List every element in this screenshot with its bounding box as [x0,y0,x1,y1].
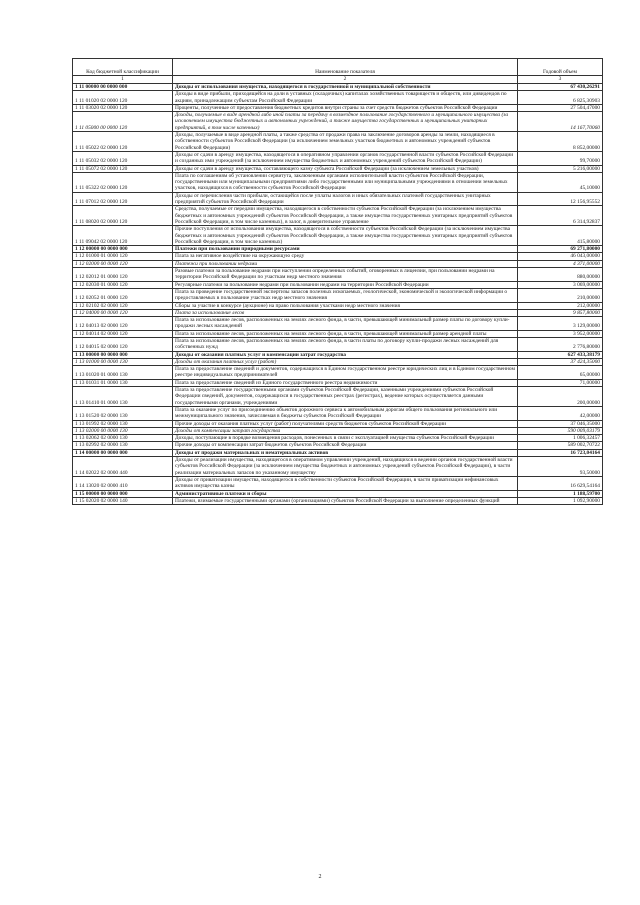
table-row [73,91,603,105]
header-code: Код бюджетной классификации [73,59,173,76]
table-row [73,435,603,442]
table-row [73,260,603,267]
row-name: Доходы, поступающие в порядке возмещения расходов, понесенных в связи с эксплуатацией имущества субъектов Российской Федерации [173,435,518,442]
row-code: 1 13 01020 01 0000 130 [73,366,173,380]
table-row [73,268,603,282]
row-code: 1 13 02000 00 0000 130 [73,427,173,434]
row-code: 1 13 00000 00 0000 000 [73,351,173,358]
row-name: Административные платежи и сборы [173,490,518,497]
document-sheet [72,58,602,505]
table-row [73,449,603,456]
row-name: Доходы от продажи материальных и нематериальных активов [173,449,518,456]
row-code: 1 13 02062 02 0000 130 [73,435,173,442]
header-name: Наименование показателя [173,59,518,76]
table-row [73,192,603,206]
row-code: 1 12 04014 02 0000 120 [73,330,173,337]
row-amount: 16 723,04164 [518,449,603,456]
row-name: Платежи, взимаемые государственными органами (организациями) субъектов Российской Федерации за выполнение определенных функций [173,497,518,504]
row-name: Доходы от перечисления части прибыли, остающейся после уплаты налогов и иных обязательных платежей государственных унитарных предприятий субъектов Российской Федерации [173,192,518,206]
row-amount: 5 216,00000 [518,165,603,172]
row-name: Прочие поступления от использования имущества, находящегося в собственности субъектов Российской Федерации (за исключением имущества бюджетных и автономных учреждений субъектов Российской Федерации, а также имущества государственных унитарных предприятий субъектов Российской Федерации, в том числе казенных) [173,226,518,246]
row-code: 1 13 02992 02 0000 130 [73,442,173,449]
header-row [73,59,603,76]
row-amount: 8 852,00000 [518,132,603,152]
row-amount: 4 371,00000 [518,260,603,267]
header-num-name: 2 [173,76,518,84]
row-amount: 589 002,70722 [518,442,603,449]
table-row [73,104,603,111]
row-name: Разовые платежи за пользование недрами при наступлении определенных событий, оговоренных в лицензии, при пользовании недрами на территории Российской Федерации по участкам недр местного значения [173,268,518,282]
row-code: 1 13 01992 02 0000 130 [73,420,173,427]
row-code: 1 14 00000 00 0000 000 [73,449,173,456]
row-amount: 45,10000 [518,172,603,192]
row-amount: 212,00000 [518,302,603,309]
row-amount: 65,00000 [518,366,603,380]
table-row [73,366,603,380]
row-code: 1 12 02102 02 0000 120 [73,302,173,309]
row-name: Доходы, получаемые в виде арендной либо иной платы за передачу в возмездное пользование государственного и муниципального имущества (за исключением имущества бюджетных и автономных учреждений, а также имущества государственных и муниципальных унитарных предприятий, в том числе казенных) [173,112,518,132]
table-row [73,206,603,226]
row-amount: 46 043,00000 [518,253,603,260]
row-code: 1 15 00000 00 0000 000 [73,490,173,497]
table-row [73,476,603,490]
row-name: Плата за предоставление государственными органами субъектов Российской Федерации, казенными учреждениями субъектов Российской Федерации сведений, документов, содержащихся в государственных реестрах (регистрах), ведение которых осуществляется данными государственными органами, учреждениями [173,387,518,407]
row-name: Доходы от сдачи в аренду имущества, находящегося в оперативном управлении органов государственной власти субъектов Российской Федерации и созданных ими учреждений (за исключением имущества бюджетных и автономных учреждений субъектов Российской Федерации) [173,151,518,165]
row-code: 1 11 00000 00 0000 000 [73,84,173,91]
header-number-row [73,76,603,84]
table-row [73,112,603,132]
row-name: Доходы от компенсации затрат государства [173,427,518,434]
table-row [73,317,603,331]
row-code: 1 15 02020 02 0000 140 [73,497,173,504]
table-row [73,420,603,427]
table-row [73,490,603,497]
row-amount: 6 314,92837 [518,206,603,226]
row-name: Плата за использование лесов, расположенных на землях лесного фонда, в части платы по договору купли-продажи лесных насаждений для собственных нужд [173,337,518,351]
budget-table [72,58,603,505]
row-name: Доходы от оказания платных услуг и компенсации затрат государства [173,351,518,358]
row-code: 1 11 05000 00 0000 120 [73,112,173,132]
row-code: 1 11 05032 02 0000 120 [73,151,173,165]
row-name: Плата за проведение государственной экспертизы запасов полезных ископаемых, геологической, экономической и экологической информации о предоставляемых в пользование участках недр местного значения [173,288,518,302]
table-row [73,226,603,246]
row-code: 1 12 04000 00 0000 120 [73,309,173,316]
table-row [73,84,603,91]
row-amount: 9 857,80000 [518,309,603,316]
table-row [73,281,603,288]
row-amount: 37 046,35000 [518,420,603,427]
row-code: 1 12 04013 02 0000 120 [73,317,173,331]
row-code: 1 13 01520 02 0000 130 [73,406,173,420]
table-row [73,165,603,172]
row-code: 1 11 01020 02 0000 120 [73,91,173,105]
row-code: 1 13 01031 01 0000 130 [73,379,173,386]
row-name: Доходы, получаемые в виде арендной платы, а также средства от продажи права на заключение договоров аренды за земли, находящиеся в собственности субъектов Российской Федерации (за исключением земельных участков бюджетных и автономных учреждений субъектов Российской Федерации) [173,132,518,152]
header-num-amount: 3 [518,76,603,84]
row-amount: 93,50000 [518,457,603,477]
row-code: 1 11 05322 02 0000 120 [73,172,173,192]
row-amount: 69 271,80000 [518,246,603,253]
row-code: 1 11 03020 02 0000 120 [73,104,173,111]
row-name: Проценты, полученные от предоставления бюджетных кредитов внутри страны за счет средств бюджетов субъектов Российской Федерации [173,104,518,111]
row-code: 1 12 01000 01 0000 120 [73,253,173,260]
row-name: Плата за предоставление сведений из Единого государственного реестра недвижимости [173,379,518,386]
row-amount: 210,00000 [518,288,603,302]
row-code: 1 13 01410 01 0000 130 [73,387,173,407]
row-amount: 42,00000 [518,406,603,420]
row-amount: 2 776,80000 [518,337,603,351]
row-name: Регулярные платежи за пользование недрами при пользовании недрами на территории Российской Федерации [173,281,518,288]
row-name: Доходы от оказания платных услуг (работ) [173,358,518,365]
table-row [73,351,603,358]
row-code: 1 13 01000 00 0000 130 [73,358,173,365]
row-code: 1 12 00000 00 0000 000 [73,246,173,253]
row-name: Доходы в виде прибыли, приходящейся на доли в уставных (складочных) капиталах хозяйственных товариществ и обществ, или дивидендов по акциям, принадлежащим субъектам Российской Федерации [173,91,518,105]
row-name: Средства, получаемые от передачи имущества, находящегося в собственности субъектов Российской Федерации (за исключением имущества бюджетных и автономных учреждений субъектов Российской Федерации, а также имущества государственных унитарных предприятий субъектов Российской Федерации, в том числе казенных), в залог, в доверительное управление [173,206,518,226]
row-name: Доходы от приватизации имущества, находящегося в собственности субъектов Российской Федерации, в части приватизации нефинансовых активов имущества казны [173,476,518,490]
table-row [73,151,603,165]
row-name: Сборы за участие в конкурсе (аукционе) на право пользования участками недр местного значения [173,302,518,309]
table-row [73,358,603,365]
row-amount: 1 188,59700 [518,490,603,497]
row-amount: 200,00000 [518,387,603,407]
header-amount: Годовой объем [518,59,603,76]
row-name: Прочие доходы от оказания платных услуг (работ) получателями средств бюджетов субъектов Российской Федерации [173,420,518,427]
row-amount: 590 009,03179 [518,427,603,434]
row-code: 1 11 05022 02 0000 120 [73,132,173,152]
row-amount: 3 952,00000 [518,330,603,337]
row-name: Платежи при пользовании недрами [173,260,518,267]
row-amount: 3 129,00000 [518,317,603,331]
table-row [73,132,603,152]
table-row [73,253,603,260]
row-name: Доходы от сдачи в аренду имущества, составляющего казну субъекта Российской Федерации (за исключением земельных участков) [173,165,518,172]
row-name: Плата за предоставление сведений и документов, содержащихся в Едином государственном реестре юридических лиц и в Едином государственном реестре индивидуальных предпринимателей [173,366,518,380]
row-code: 1 11 07012 02 0000 120 [73,192,173,206]
table-row [73,246,603,253]
row-name: Доходы от реализации имущества, находящегося в оперативном управлении учреждений, находящихся в ведении органов государственной власти субъектов Российской Федерации (за исключением имущества бюджетных и автономных учреждений субъектов Российской Федерации), в части реализации материальных запасов по указанному имуществу [173,457,518,477]
row-code: 1 12 02000 00 0000 120 [73,260,173,267]
row-code: 1 12 02030 01 0000 120 [73,281,173,288]
row-code: 1 14 13020 02 0000 410 [73,476,173,490]
table-row [73,457,603,477]
row-name: Доходы от использования имущества, находящегося в государственной и муниципальной собственности [173,84,518,91]
table-row [73,379,603,386]
row-name: Плата за негативное воздействие на окружающую среду [173,253,518,260]
row-amount: 67 430,26291 [518,84,603,91]
row-amount: 1 006,32457 [518,435,603,442]
row-code: 1 11 09042 02 0000 120 [73,226,173,246]
row-name: Плата за оказание услуг по присоединению объектов дорожного сервиса к автомобильным дорогам общего пользования регионального или межмуниципального значения, зачисляемая в бюджеты субъектов Российской Федерации [173,406,518,420]
row-amount: 99,70000 [518,151,603,165]
table-row [73,330,603,337]
table-row [73,406,603,420]
row-name: Плата за использование лесов, расположенных на землях лесного фонда, в части, превышающей минимальный размер арендной платы [173,330,518,337]
table-row [73,337,603,351]
table-row [73,497,603,504]
row-amount: 12 156,95552 [518,192,603,206]
table-row [73,302,603,309]
page-number: 2 [318,874,322,880]
row-name: Прочие доходы от компенсации затрат бюджетов субъектов Российской Федерации [173,442,518,449]
row-name: Плата по соглашениям об установлении сервитута, заключенным органами исполнительной власти субъектов Российской Федерации, государственными или муниципальными предприятиями либо государственными или муниципальными учреждениями в отношении земельных участков, находящихся в собственности субъектов Российской Федерации [173,172,518,192]
table-row [73,309,603,316]
table-row [73,427,603,434]
row-code: 1 11 05072 02 0000 120 [73,165,173,172]
row-name: Плата за использование лесов, расположенных на землях лесного фонда, в части, превышающей минимальный размер платы по договору купли-продажи лесных насаждений [173,317,518,331]
row-name: Платежи при пользовании природными ресурсами [173,246,518,253]
table-row [73,172,603,192]
row-amount: 6 825,30903 [518,91,603,105]
row-code: 1 11 08020 02 0000 120 [73,206,173,226]
row-amount: 27 504,47000 [518,104,603,111]
row-code: 1 14 02022 02 0000 440 [73,457,173,477]
header-num-code: 1 [73,76,173,84]
row-amount: 37 424,35000 [518,358,603,365]
row-amount: 415,80000 [518,226,603,246]
row-amount: 880,00000 [518,268,603,282]
row-code: 1 12 02012 01 0000 120 [73,268,173,282]
row-amount: 3 069,00000 [518,281,603,288]
table-row [73,288,603,302]
row-amount: 14 167,70060 [518,112,603,132]
row-name: Плата за использование лесов [173,309,518,316]
row-amount: 16 629,54164 [518,476,603,490]
row-amount: 627 433,38179 [518,351,603,358]
table-row [73,442,603,449]
row-amount: 1 092,90000 [518,497,603,504]
row-code: 1 12 04015 02 0000 120 [73,337,173,351]
row-amount: 71,00000 [518,379,603,386]
row-code: 1 12 02052 01 0000 120 [73,288,173,302]
table-row [73,387,603,407]
